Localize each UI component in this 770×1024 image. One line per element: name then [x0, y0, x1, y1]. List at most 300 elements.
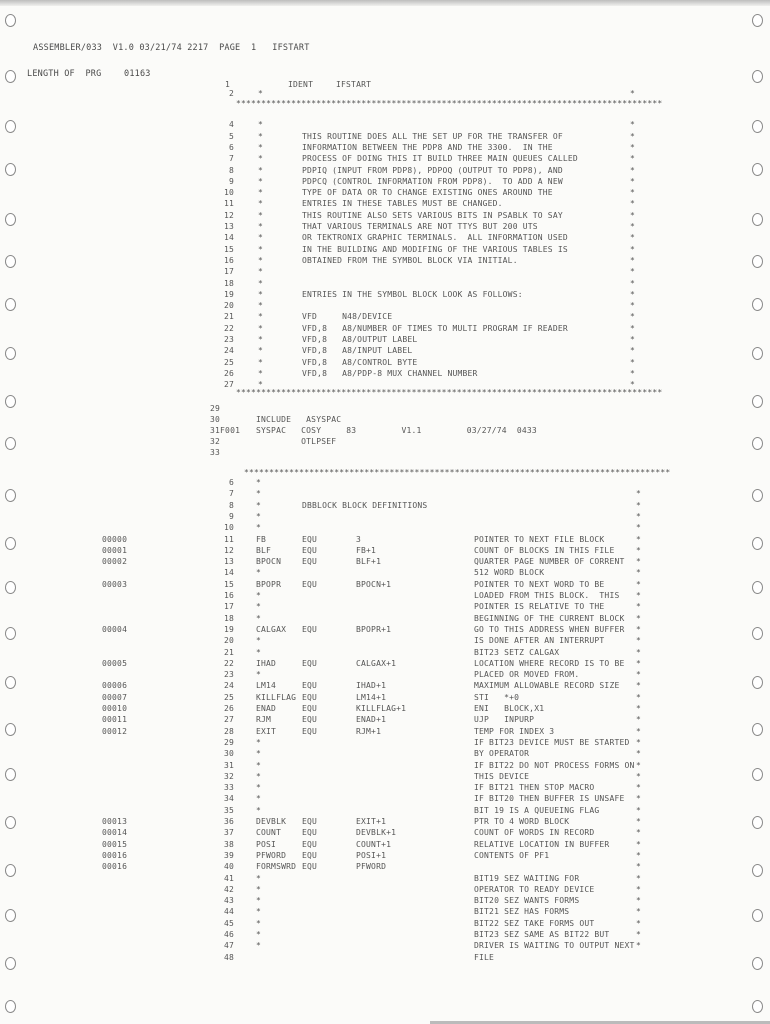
line-number: 17: [223, 602, 234, 612]
comment-field: POINTER TO NEXT WORD TO BE: [474, 579, 605, 589]
comment-star-right: *: [630, 131, 636, 141]
line-number: 30: [223, 749, 234, 759]
label-field: *: [256, 500, 262, 510]
line-number: 10: [223, 188, 234, 198]
line-number: 17: [223, 267, 234, 277]
comment-star: *: [258, 380, 264, 390]
line-number: 15: [223, 579, 234, 589]
comment-field: QUARTER PAGE NUMBER OF CORRENT: [474, 557, 625, 567]
tractor-hole: [5, 70, 16, 83]
label-field: KILLFLAG: [256, 692, 297, 702]
source-text: INCLUDE ASYSPAC: [256, 415, 342, 424]
comment-star-right: *: [636, 941, 642, 951]
label-field: POSI: [256, 839, 277, 849]
comment-star: *: [258, 233, 264, 243]
comment-star: *: [258, 154, 264, 164]
comment-star-right: *: [636, 602, 642, 612]
address: 00000: [102, 534, 128, 544]
comment-field: BIT23 SEZ SAME AS BIT22 BUT: [474, 930, 610, 939]
comment-star-right: *: [636, 896, 642, 906]
line-number: 6: [228, 478, 234, 487]
line-number: 34: [223, 794, 234, 804]
label-field: FB: [256, 534, 267, 544]
comment-star-right: *: [630, 267, 636, 277]
line-number: 43: [223, 896, 234, 906]
line-number: 5: [228, 131, 234, 141]
line-number: 29: [210, 404, 221, 413]
comment-star: *: [258, 289, 264, 299]
comment-star-right: *: [630, 222, 636, 231]
label-field: CALGAX: [256, 624, 287, 634]
comment-field: TEMP FOR INDEX 3: [474, 726, 555, 736]
comment-star-right: *: [630, 199, 636, 209]
opcode-field: EQU: [302, 850, 318, 860]
comment-field: IF BIT20 THEN BUFFER IS UNSAFE: [474, 794, 625, 804]
comment-star-right: *: [636, 783, 642, 793]
ident-op: IDENT: [288, 80, 314, 89]
line-number: 20: [223, 636, 234, 646]
operand-field: BPOPR+1: [356, 624, 392, 634]
line-number: 11: [223, 199, 234, 209]
opcode-field: EQU: [302, 681, 318, 691]
line-number: 45: [223, 918, 234, 928]
tractor-hole: [752, 437, 763, 450]
label-field: *: [256, 873, 262, 883]
line-number: 31: [223, 760, 234, 770]
opcode-field: EQU: [302, 839, 318, 849]
comment-field: BIT22 SEZ TAKE FORMS OUT: [474, 918, 595, 928]
comment-star: *: [258, 176, 264, 186]
line-number: 21: [223, 312, 234, 322]
comment-star-right: *: [630, 154, 636, 164]
line-number: 32: [223, 771, 234, 781]
label-field: *: [256, 602, 262, 612]
comment-text: VFD,8 A8/NUMBER OF TIMES TO MULTI PROGRAM IF READER: [302, 323, 568, 333]
label-field: *: [256, 636, 262, 646]
comment-field: POINTER TO NEXT FILE BLOCK: [474, 534, 605, 544]
comment-star: *: [258, 267, 264, 277]
opcode-field: EQU: [302, 545, 318, 555]
comment-star: *: [258, 142, 264, 152]
comment-star-right: *: [636, 884, 642, 894]
line-number: 20: [223, 301, 234, 311]
operand-field: FB+1: [356, 545, 377, 555]
comment-star-right: *: [636, 704, 642, 713]
operand-field: 3: [356, 534, 362, 544]
label-field: *: [256, 670, 262, 680]
comment-star-right: *: [636, 749, 642, 759]
comment-star-right: *: [630, 278, 636, 288]
comment-text: VFD,8 A8/PDP-8 MUX CHANNEL NUMBER: [302, 368, 478, 378]
line-number: 35: [223, 805, 234, 815]
address: 00012: [102, 726, 128, 736]
operand-field: BLF+1: [356, 557, 382, 567]
comment-text: PROCESS OF DOING THIS IT BUILD THREE MAIN QUEUES CALLED: [302, 154, 578, 164]
operand-field: EXIT+1: [356, 817, 387, 826]
tractor-hole: [5, 864, 16, 877]
comment-star-right: *: [636, 850, 642, 860]
label-field: BLF: [256, 545, 272, 555]
line-number: 41: [223, 873, 234, 883]
comment-star: *: [258, 357, 264, 367]
tractor-hole: [752, 1000, 763, 1013]
opcode-field: EQU: [302, 658, 318, 668]
line-number: 4: [228, 120, 234, 130]
comment-star-right: *: [636, 805, 642, 815]
tractor-hole: [5, 213, 16, 226]
comment-star-right: *: [630, 165, 636, 175]
line-number: 24: [223, 346, 234, 356]
comment-field: IF BIT23 DEVICE MUST BE STARTED: [474, 737, 630, 747]
line-number: 39: [223, 850, 234, 860]
tractor-hole: [752, 909, 763, 922]
operand-field: COUNT+1: [356, 839, 392, 849]
comment-star-right: *: [636, 534, 642, 544]
line-number: 26: [223, 704, 234, 713]
comment-field: BIT20 SEZ WANTS FORMS: [474, 896, 580, 906]
comment-star-right: *: [630, 244, 636, 254]
operand-field: IHAD+1: [356, 681, 387, 691]
address: 00011: [102, 715, 128, 725]
comment-field: PTR TO 4 WORD BLOCK: [474, 817, 570, 826]
tractor-hole: [752, 864, 763, 877]
line-number: 16: [223, 255, 234, 265]
opcode-field: EQU: [302, 704, 318, 713]
comment-star: *: [258, 89, 264, 98]
source-text: SYSPAC COSY 83 V1.1 03/27/74 0433: [256, 426, 537, 435]
comment-star: *: [258, 368, 264, 378]
comment-field: CONTENTS OF PF1: [474, 850, 550, 860]
comment-text: THAT VARIOUS TERMINALS ARE NOT TTYS BUT 200 UTS: [302, 222, 538, 231]
line-number: 13: [223, 222, 234, 231]
line-number: 26: [223, 368, 234, 378]
line-number: 9: [228, 176, 234, 186]
comment-star-right: *: [636, 760, 642, 770]
comment-field: BIT19 SEZ WAITING FOR: [474, 873, 580, 883]
tractor-hole: [5, 163, 16, 176]
line-number: 30: [210, 415, 221, 424]
line-number: 37: [223, 828, 234, 838]
comment-star-right: *: [636, 613, 642, 623]
comment-star-right: *: [636, 771, 642, 781]
line-number: 10: [223, 523, 234, 533]
opcode-field: EQU: [302, 862, 318, 872]
tractor-hole: [752, 723, 763, 736]
tractor-hole: [752, 581, 763, 594]
tractor-hole: [5, 957, 16, 970]
label-field: *: [256, 489, 262, 499]
tractor-hole: [5, 255, 16, 268]
comment-star-right: *: [636, 591, 642, 600]
comment-field: RELATIVE LOCATION IN BUFFER: [474, 839, 610, 849]
comment-star-right: *: [630, 380, 636, 390]
comment-star-right: *: [636, 839, 642, 849]
line-number: 36: [223, 817, 234, 826]
line-number: 24: [223, 681, 234, 691]
label-field: BPOCN: [256, 557, 282, 567]
line-number: 12: [223, 210, 234, 220]
comment-field: ENI BLOCK,X1: [474, 704, 545, 713]
label-field: *: [256, 511, 262, 521]
comment-field: STI *+0: [474, 692, 520, 702]
tractor-hole: [5, 816, 16, 829]
label-field: *: [256, 591, 262, 600]
opcode-field: EQU: [302, 817, 318, 826]
line-number: 16: [223, 591, 234, 600]
line-number: 7: [228, 489, 234, 499]
line-number: 44: [223, 907, 234, 917]
line-number: 12: [223, 545, 234, 555]
tractor-hole: [752, 395, 763, 408]
line-number: 23: [223, 670, 234, 680]
comment-star-right: *: [636, 918, 642, 928]
comment-text: VFD,8 A8/INPUT LABEL: [302, 346, 413, 356]
label-field: *: [256, 771, 262, 781]
comment-star-right: *: [630, 210, 636, 220]
comment-text: VFD N48/DEVICE: [302, 312, 393, 322]
label-field: ENAD: [256, 704, 277, 713]
tractor-hole: [752, 255, 763, 268]
comment-field: IS DONE AFTER AN INTERRUPT: [474, 636, 605, 646]
comment-text: THIS ROUTINE DOES ALL THE SET UP FOR THE TRANSFER OF: [302, 131, 563, 141]
tractor-hole: [5, 676, 16, 689]
comment-field: MAXIMUM ALLOWABLE RECORD SIZE: [474, 681, 620, 691]
label-field: *: [256, 647, 262, 657]
address: 00002: [102, 557, 128, 567]
comment-star-right: *: [636, 828, 642, 838]
comment-star-right: *: [630, 368, 636, 378]
source-text: OTLPSEF: [256, 437, 337, 446]
operand-field: DEVBLK+1: [356, 828, 397, 838]
line-number: 19: [223, 289, 234, 299]
ident-line-number: 1: [225, 80, 231, 89]
comment-field: BY OPERATOR: [474, 749, 530, 759]
comment-star-right: *: [636, 579, 642, 589]
operand-field: KILLFLAG+1: [356, 704, 407, 713]
comment-star-right: *: [636, 523, 642, 533]
comment-field: IF BIT21 THEN STOP MACRO: [474, 783, 595, 793]
tractor-hole: [5, 120, 16, 133]
tractor-hole: [752, 120, 763, 133]
tractor-hole: [5, 489, 16, 502]
comment-star-right: *: [636, 726, 642, 736]
comment-field: IF BIT22 DO NOT PROCESS FORMS ON: [474, 760, 635, 770]
line-number: 46: [223, 930, 234, 939]
opcode-field: EQU: [302, 726, 318, 736]
comment-field: GO TO THIS ADDRESS WHEN BUFFER: [474, 624, 625, 634]
address: 00004: [102, 624, 128, 634]
line-number: 31F001: [210, 426, 241, 435]
label-field: *: [256, 794, 262, 804]
line-number: 32: [210, 437, 221, 446]
line-number: 8: [228, 165, 234, 175]
comment-star-right: *: [630, 89, 636, 98]
label-field: *: [256, 941, 262, 951]
tractor-hole: [5, 909, 16, 922]
comment-star: *: [258, 244, 264, 254]
comment-star-right: *: [636, 873, 642, 883]
operand-field: POSI+1: [356, 850, 387, 860]
tractor-hole: [5, 298, 16, 311]
comment-star-right: *: [630, 120, 636, 130]
comment-star-right: *: [636, 692, 642, 702]
label-field: FORMSWRD: [256, 862, 297, 872]
comment-text: THIS ROUTINE ALSO SETS VARIOUS BITS IN PSABLK TO SAY: [302, 210, 563, 220]
tractor-hole: [752, 70, 763, 83]
line-number: 28: [223, 726, 234, 736]
address: 00016: [102, 850, 128, 860]
label-field: LM14: [256, 681, 277, 691]
line-number: 47: [223, 941, 234, 951]
tractor-hole: [5, 14, 16, 27]
tractor-hole: [752, 163, 763, 176]
operand-field: LM14+1: [356, 692, 387, 702]
comment-star-right: *: [630, 301, 636, 311]
tractor-hole: [752, 816, 763, 829]
comment-field: COUNT OF WORDS IN RECORD: [474, 828, 595, 838]
label-field: *: [256, 805, 262, 815]
comment-star-right: *: [636, 794, 642, 804]
comment-star-right: *: [636, 568, 642, 578]
comment-text: TYPE OF DATA OR TO CHANGE EXISTING ONES AROUND THE: [302, 188, 553, 198]
tractor-hole: [5, 1000, 16, 1013]
opcode-field: EQU: [302, 692, 318, 702]
comment-field: BIT 19 IS A QUEUEING FLAG: [474, 805, 600, 815]
comment-text: ENTRIES IN THESE TABLES MUST BE CHANGED.: [302, 199, 503, 209]
tractor-hole: [5, 723, 16, 736]
comment-star: *: [258, 199, 264, 209]
line-number: 38: [223, 839, 234, 849]
comment-border-bottom: *************************************************************************************: [236, 388, 663, 397]
tractor-hole: [5, 627, 16, 640]
label-field: COUNT: [256, 828, 282, 838]
comment-star-right: *: [636, 817, 642, 826]
comment-text: IN THE BUILDING AND MODIFING OF THE VARIOUS TABLES IS: [302, 244, 568, 254]
comment-star: *: [258, 210, 264, 220]
comment-star-right: *: [636, 681, 642, 691]
comment-star-right: *: [630, 335, 636, 344]
tractor-hole: [752, 14, 763, 27]
address: 00003: [102, 579, 128, 589]
line-number: 14: [223, 233, 234, 243]
comment-field: UJP INPURP: [474, 715, 535, 725]
label-field: *: [256, 760, 262, 770]
tractor-hole: [752, 298, 763, 311]
line-number: 8: [228, 500, 234, 510]
tractor-hole: [5, 768, 16, 781]
tractor-hole: [752, 489, 763, 502]
comment-star-right: *: [630, 176, 636, 186]
opcode-field: EQU: [302, 557, 318, 567]
label-field: *: [256, 523, 262, 533]
comment-star-right: *: [636, 545, 642, 555]
comment-star: *: [258, 222, 264, 231]
opcode-field: EQU: [302, 828, 318, 838]
opcode-field: EQU: [302, 715, 318, 725]
comment-star-right: *: [630, 188, 636, 198]
tractor-hole: [5, 581, 16, 594]
comment-star: *: [258, 131, 264, 141]
comment-star-right: *: [636, 489, 642, 499]
comment-field: LOCATION WHERE RECORD IS TO BE: [474, 658, 625, 668]
comment-star-right: *: [636, 511, 642, 521]
comment-star-right: *: [636, 930, 642, 939]
comment-border-top: *************************************************************************************: [236, 99, 663, 108]
comment-star-right: *: [630, 323, 636, 333]
operand-field: PFWORD: [356, 862, 387, 872]
comment-star-right: *: [636, 636, 642, 646]
line-number: 18: [223, 613, 234, 623]
operand-field: ENAD+1: [356, 715, 387, 725]
comment-star-right: *: [630, 346, 636, 356]
comment-star-right: *: [636, 737, 642, 747]
line-number: 27: [223, 380, 234, 390]
operand-field: CALGAX+1: [356, 658, 397, 668]
label-field: *: [256, 918, 262, 928]
address: 00005: [102, 658, 128, 668]
length-label: LENGTH OF PRG: [27, 69, 102, 79]
tractor-hole: [5, 395, 16, 408]
address: 00007: [102, 692, 128, 702]
comment-field: POINTER IS RELATIVE TO THE: [474, 602, 605, 612]
label-field: *: [256, 568, 262, 578]
address: 00010: [102, 704, 128, 713]
line-number: 48: [223, 952, 234, 962]
comment-star-right: *: [636, 658, 642, 668]
line-number: 33: [223, 783, 234, 793]
label-field: *: [256, 884, 262, 894]
address: 00016: [102, 862, 128, 872]
comment-field: COUNT OF BLOCKS IN THIS FILE: [474, 545, 615, 555]
comment-star-right: *: [636, 500, 642, 510]
line-number: 22: [223, 323, 234, 333]
comment-text: VFD,8 A8/CONTROL BYTE: [302, 357, 418, 367]
comment-text: VFD,8 A8/OUTPUT LABEL: [302, 335, 418, 344]
line-number: 29: [223, 737, 234, 747]
comment-star: *: [258, 312, 264, 322]
paper-fold-top: [0, 0, 770, 6]
comment-star: *: [258, 165, 264, 175]
label-field: DEVBLK: [256, 817, 287, 826]
tractor-hole: [752, 627, 763, 640]
comment-star-right: *: [636, 624, 642, 634]
label-field: *: [256, 737, 262, 747]
tractor-hole: [752, 537, 763, 550]
comment-text: INFORMATION BETWEEN THE PDP8 AND THE 3300. IN THE: [302, 142, 553, 152]
comment-star-right: *: [636, 670, 642, 680]
opcode-field: DBBLOCK BLOCK DEFINITIONS: [302, 500, 428, 510]
comment-text: OR TEKTRONIX GRAPHIC TERMINALS. ALL INFORMATION USED: [302, 233, 568, 243]
line-number: 7: [228, 154, 234, 164]
comment-field: THIS DEVICE: [474, 771, 530, 781]
comment-star-right: *: [630, 233, 636, 243]
opcode-field: EQU: [302, 579, 318, 589]
comment-field: BIT23 SETZ CALGAX: [474, 647, 560, 657]
comment-field: OPERATOR TO READY DEVICE: [474, 884, 595, 894]
opcode-field: EQU: [302, 624, 318, 634]
line-number: 19: [223, 624, 234, 634]
label-field: *: [256, 930, 262, 939]
label-field: *: [256, 478, 262, 487]
comment-star: *: [258, 188, 264, 198]
comment-star-right: *: [636, 715, 642, 725]
line-number: 33: [210, 448, 221, 457]
label-field: *: [256, 783, 262, 793]
tractor-hole: [5, 437, 16, 450]
line-number: 2: [228, 89, 234, 98]
ident-operand: IFSTART: [336, 80, 372, 89]
label-field: *: [256, 896, 262, 906]
